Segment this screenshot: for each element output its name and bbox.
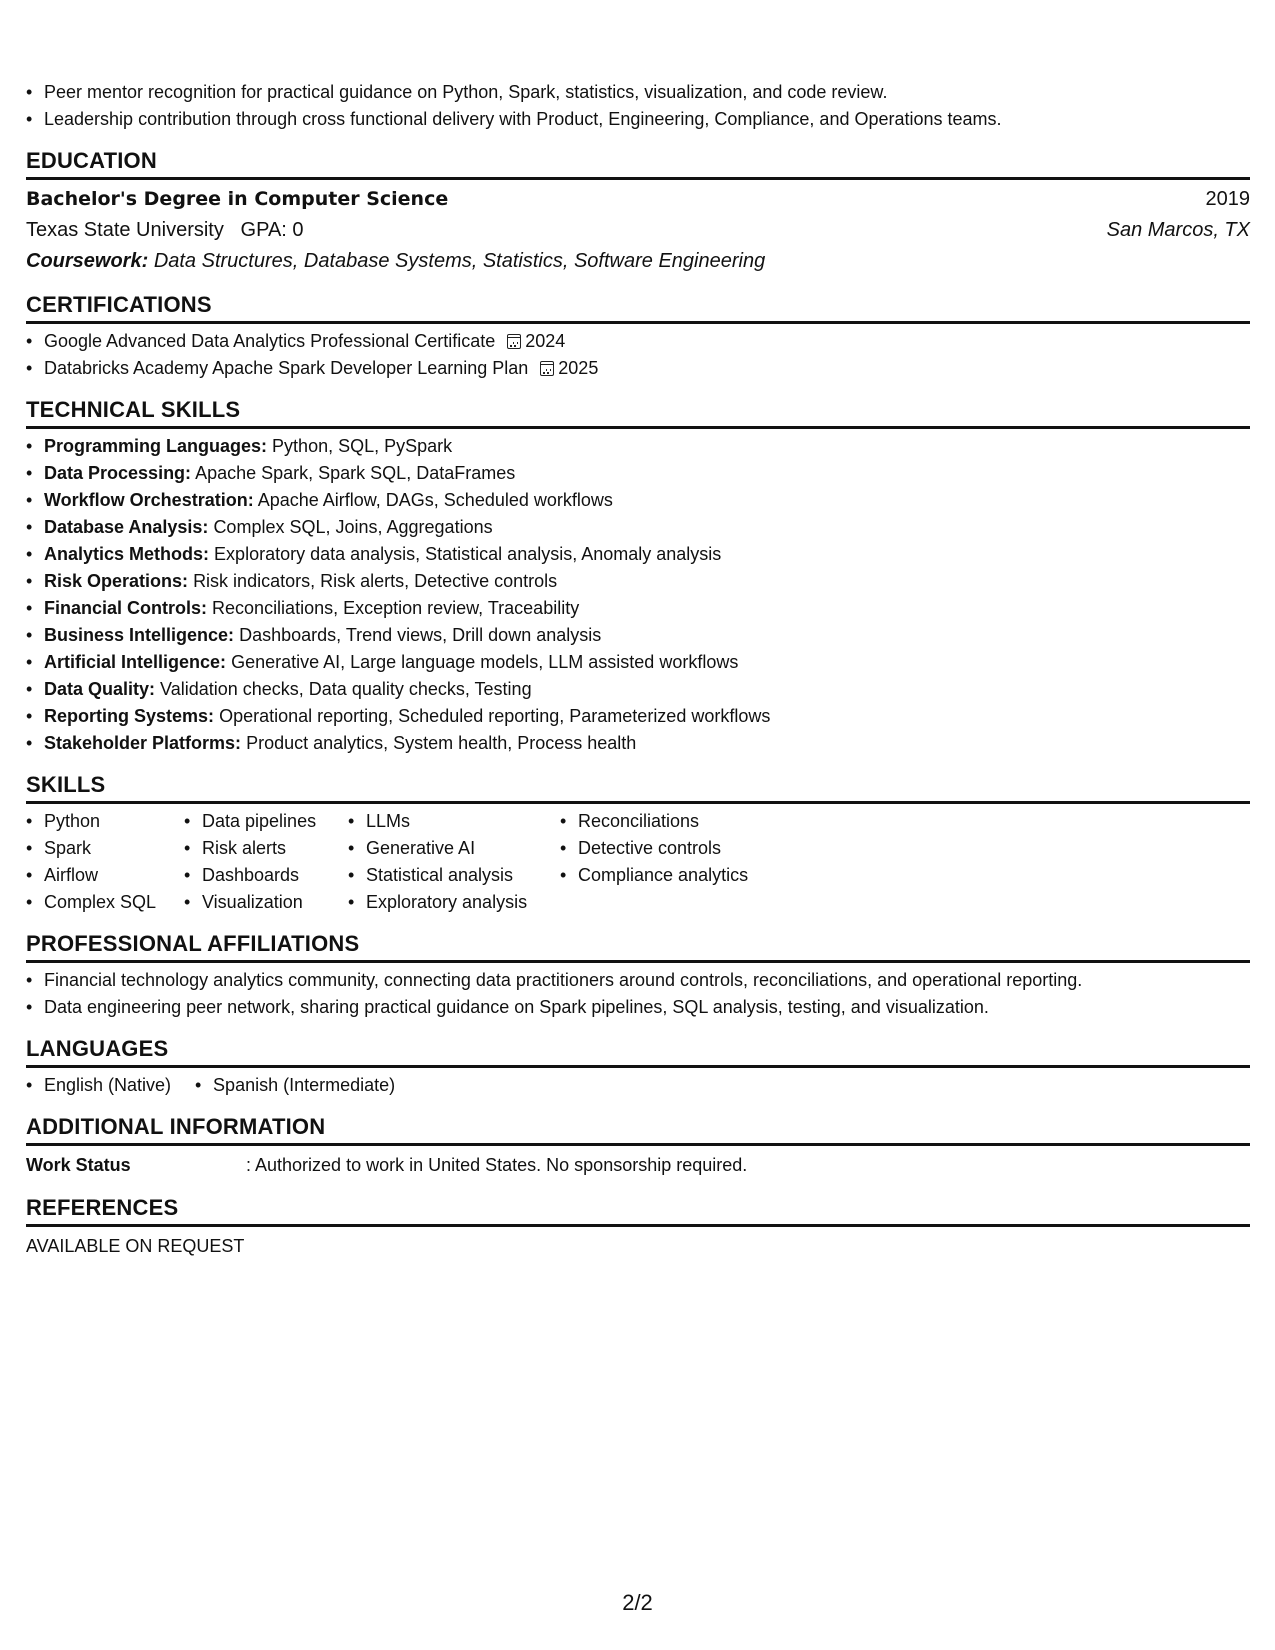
work-status-label: Work Status <box>26 1155 131 1175</box>
list-item: • Risk alerts <box>184 835 348 862</box>
skills-column <box>184 808 348 916</box>
skill-category: Business Intelligence: <box>44 625 235 645</box>
skill-values: Apache Airflow, DAGs, Scheduled workflows <box>257 490 613 510</box>
list-item <box>26 487 1250 514</box>
certification-year: 2024 <box>525 331 566 351</box>
skill-values: Risk indicators, Risk alerts, Detective controls <box>193 571 558 591</box>
skill-category: Financial Controls: <box>44 598 208 618</box>
list-item: • Leadership contribution through cross functional delivery with Product, Engineering, Compliance, and Operations teams. <box>26 106 1250 133</box>
achievements-list <box>26 79 1250 133</box>
list-item <box>26 649 1250 676</box>
list-item <box>26 730 1250 757</box>
list-item: • LLMs <box>348 808 560 835</box>
skill-category: Reporting Systems: <box>44 706 215 726</box>
certification-name: Databricks Academy Apache Spark Developer Learning Plan <box>44 358 529 378</box>
list-item <box>26 514 1250 541</box>
affiliations-heading: PROFESSIONAL AFFILIATIONS <box>26 928 1250 963</box>
graduation-year: 2019 <box>1205 188 1250 210</box>
certifications-heading: CERTIFICATIONS <box>26 289 1250 324</box>
certifications-list <box>26 328 1250 382</box>
page-number: 2/2 <box>622 1590 653 1615</box>
resume-page <box>26 0 1250 1261</box>
skill-values: Exploratory data analysis, Statistical analysis, Anomaly analysis <box>214 544 722 564</box>
list-item: • Financial technology analytics community, connecting data practitioners around controls, reconciliations, and operational reporting. <box>26 967 1250 994</box>
list-item: • Spanish (Intermediate) <box>195 1072 395 1099</box>
list-item: • Reconciliations <box>560 808 748 835</box>
references-heading: REFERENCES <box>26 1192 1250 1227</box>
work-status-value: : Authorized to work in United States. No sponsorship required. <box>246 1155 748 1175</box>
list-item: • Exploratory analysis <box>348 889 560 916</box>
list-item: • Dashboards <box>184 862 348 889</box>
skill-category: Artificial Intelligence: <box>44 652 227 672</box>
technical-skills-list <box>26 433 1250 757</box>
skill-category: Database Analysis: <box>44 517 209 537</box>
calendar-icon <box>507 334 521 349</box>
list-item: • Airflow <box>26 862 184 889</box>
list-item: • Generative AI <box>348 835 560 862</box>
skills-column <box>560 808 748 916</box>
skills-column <box>348 808 560 916</box>
certification-year: 2025 <box>558 358 599 378</box>
coursework-list: Data Structures, Database Systems, Statistics, Software Engineering <box>153 250 766 272</box>
affiliations-list <box>26 967 1250 1021</box>
gpa: GPA: 0 <box>240 219 304 241</box>
school-name: Texas State University <box>26 219 224 241</box>
coursework-label: Coursework: <box>26 250 149 272</box>
languages-list <box>26 1072 1250 1099</box>
calendar-icon <box>540 361 554 376</box>
list-item: • Detective controls <box>560 835 748 862</box>
list-item <box>26 433 1250 460</box>
references-text: AVAILABLE ON REQUEST <box>26 1236 245 1256</box>
skill-values: Apache Spark, Spark SQL, DataFrames <box>195 463 516 483</box>
list-item: • Spark <box>26 835 184 862</box>
school-info <box>26 215 304 246</box>
list-item <box>26 460 1250 487</box>
skills-grid <box>26 808 1250 916</box>
list-item <box>26 328 1250 355</box>
skill-values: Product analytics, System health, Process health <box>246 733 637 753</box>
certification-name: Google Advanced Data Analytics Professional Certificate <box>44 331 496 351</box>
technical-skills-heading: TECHNICAL SKILLS <box>26 394 1250 429</box>
list-item: • Compliance analytics <box>560 862 748 889</box>
list-item <box>26 595 1250 622</box>
work-status-row <box>26 1150 1250 1180</box>
list-item: • Python <box>26 808 184 835</box>
list-item <box>26 355 1250 382</box>
skill-category: Data Processing: <box>44 463 192 483</box>
skill-values: Operational reporting, Scheduled reporting, Parameterized workflows <box>219 706 771 726</box>
skill-category: Risk Operations: <box>44 571 189 591</box>
list-item: • Data pipelines <box>184 808 348 835</box>
list-item <box>26 568 1250 595</box>
list-item <box>26 622 1250 649</box>
skill-category: Programming Languages: <box>44 436 268 456</box>
school-location: San Marcos, TX <box>1106 219 1250 241</box>
languages-heading: LANGUAGES <box>26 1033 1250 1068</box>
skill-category: Analytics Methods: <box>44 544 210 564</box>
skill-values: Validation checks, Data quality checks, Testing <box>160 679 532 699</box>
list-item: • English (Native) <box>26 1072 171 1099</box>
list-item: • Peer mentor recognition for practical guidance on Python, Spark, statistics, visualization, and code review. <box>26 79 1250 106</box>
additional-info-heading: ADDITIONAL INFORMATION <box>26 1111 1250 1146</box>
list-item <box>26 676 1250 703</box>
list-item <box>26 703 1250 730</box>
skill-category: Data Quality: <box>44 679 156 699</box>
education-school-row <box>26 215 1250 246</box>
list-item: • Visualization <box>184 889 348 916</box>
degree-name: Bachelor's Degree in Computer Science <box>26 188 449 210</box>
education-heading: EDUCATION <box>26 145 1250 180</box>
skill-category: Workflow Orchestration: <box>44 490 254 510</box>
education-section <box>26 184 1250 277</box>
skill-values: Dashboards, Trend views, Drill down analysis <box>239 625 602 645</box>
education-degree-row <box>26 184 1250 215</box>
coursework <box>26 246 1250 277</box>
list-item: • Statistical analysis <box>348 862 560 889</box>
list-item: • Complex SQL <box>26 889 184 916</box>
skill-category: Stakeholder Platforms: <box>44 733 242 753</box>
skill-values: Complex SQL, Joins, Aggregations <box>213 517 493 537</box>
list-item <box>26 541 1250 568</box>
skill-values: Generative AI, Large language models, LLM assisted workflows <box>231 652 739 672</box>
skill-values: Python, SQL, PySpark <box>272 436 453 456</box>
skills-heading: SKILLS <box>26 769 1250 804</box>
skill-values: Reconciliations, Exception review, Traceability <box>212 598 580 618</box>
skills-column <box>26 808 184 916</box>
list-item: • Data engineering peer network, sharing practical guidance on Spark pipelines, SQL analysis, testing, and visualization. <box>26 994 1250 1021</box>
